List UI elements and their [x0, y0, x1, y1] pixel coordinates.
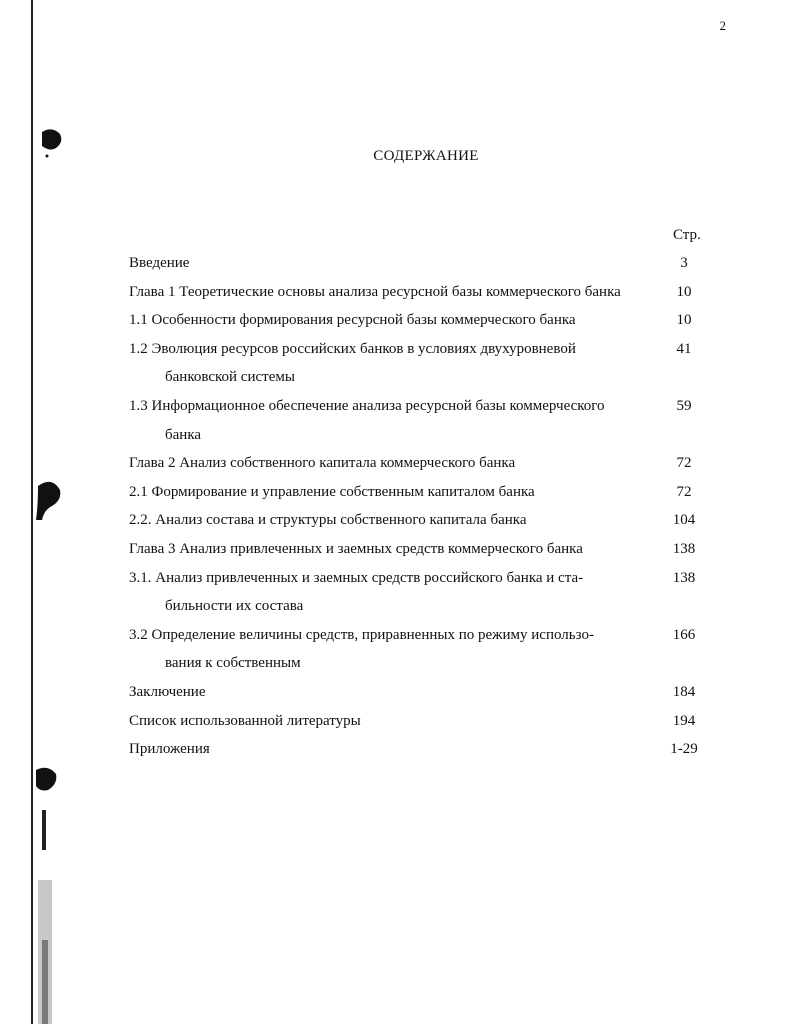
toc-entry-continuation: бильности их состава: [165, 598, 304, 615]
toc-entry-text: 1.1 Особенности формирования ресурсной базы коммерческого банка: [129, 312, 576, 329]
toc-entry-page: 166: [672, 626, 696, 643]
toc-entry-text: Приложения: [129, 741, 210, 758]
toc-entry-text: 3.2 Определение величины средств, приравненных по режиму использо-: [129, 626, 594, 643]
toc-entry-text: 3.1. Анализ привлеченных и заемных средств российского банка и ста-: [129, 569, 584, 586]
toc-entry-continuation: банка: [165, 426, 202, 443]
toc-entry-1-3: [129, 392, 709, 449]
toc-entry-page: 59: [676, 397, 692, 414]
toc-entry-2-2: [129, 506, 709, 535]
toc-entry-appendices: [129, 735, 709, 764]
page-number: 2: [719, 18, 726, 33]
toc-entry-text: Список использованной литературы: [129, 712, 361, 729]
toc-entry-text: Введение: [129, 255, 190, 271]
toc-entry-introduction: [129, 249, 709, 278]
toc-entry-text: 2.2. Анализ состава и структуры собственного капитала банка: [129, 512, 527, 529]
toc-entry-text: Глава 3 Анализ привлеченных и заемных средств коммерческого банка: [129, 540, 583, 557]
toc-entry-3-1: [129, 564, 709, 621]
toc-entry-chapter-2: [129, 449, 709, 478]
toc-entry-text: 1.3 Информационное обеспечение анализа ресурсной базы коммерческого: [129, 397, 605, 414]
toc-entry-continuation: вания к собственным: [165, 655, 301, 672]
toc-entry-page: 10: [676, 312, 692, 329]
toc-entry-text: Глава 2 Анализ собственного капитала коммерческого банка: [129, 455, 516, 472]
toc-entry-page: 138: [672, 569, 696, 586]
toc-entry-continuation: банковской системы: [165, 369, 295, 386]
toc-entry-page: 72: [676, 455, 692, 472]
toc-entry-page: 104: [672, 512, 696, 529]
toc-entry-page: 1-29: [670, 741, 698, 758]
toc-entry-page: 72: [676, 483, 692, 500]
toc-entry-page: 10: [676, 283, 692, 300]
toc-entry-1-1: [129, 306, 709, 335]
toc-entry-3-2: [129, 621, 709, 678]
toc-entry-1-2: [129, 335, 709, 392]
page-title: СОДЕРЖАНИЕ: [373, 148, 479, 164]
toc-entry-references: [129, 707, 709, 736]
toc-entry-text: Заключение: [129, 683, 206, 700]
toc-entry-text: 2.1 Формирование и управление собственным капиталом банка: [129, 483, 535, 500]
toc-entry-page: 194: [672, 712, 696, 729]
table-of-contents: [129, 249, 709, 764]
toc-entry-page: 3: [680, 255, 688, 271]
toc-entry-conclusion: [129, 678, 709, 707]
toc-entry-chapter-3: [129, 535, 709, 564]
toc-entry-page: 184: [672, 683, 696, 700]
toc-entry-chapter-1: [129, 278, 709, 307]
toc-entry-2-1: [129, 478, 709, 507]
toc-entry-page: 138: [672, 540, 696, 557]
toc-entry-page: 41: [676, 340, 692, 357]
toc-entry-text: Глава 1 Теоретические основы анализа ресурсной базы коммерческого банка: [129, 283, 621, 300]
page-column-header: Стр.: [673, 227, 701, 243]
toc-entry-text: 1.2 Эволюция ресурсов российских банков в условиях двухуровневой: [129, 340, 576, 357]
